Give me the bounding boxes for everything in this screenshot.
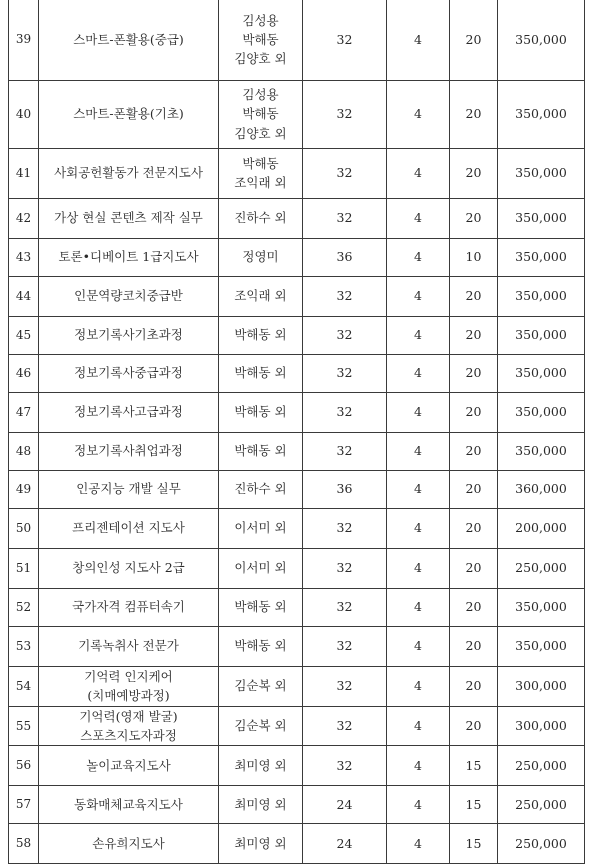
table-row xyxy=(9,80,585,148)
instructor-name: 김성용 xyxy=(242,12,279,28)
hours-cell: 32 xyxy=(303,588,387,626)
weeks-cell: 4 xyxy=(387,706,450,746)
weeks-cell: 4 xyxy=(387,666,450,706)
fee-cell: 350,000 xyxy=(498,198,585,238)
capacity-cell: 20 xyxy=(450,80,498,148)
table-row xyxy=(9,432,585,470)
weeks-cell: 4 xyxy=(387,316,450,354)
table-row xyxy=(9,588,585,626)
weeks-cell: 4 xyxy=(387,824,450,864)
instructor-name: 박해동 외 xyxy=(234,365,287,381)
course-name-line: 정보기록사기초과정 xyxy=(74,327,183,343)
fee-cell: 350,000 xyxy=(498,354,585,392)
table-row xyxy=(9,746,585,786)
instructor-cell xyxy=(219,354,303,392)
table-row xyxy=(9,666,585,706)
course-name-line: 손유희지도사 xyxy=(92,836,165,852)
instructor-name: 김순복 외 xyxy=(234,678,287,694)
hours-cell: 32 xyxy=(303,706,387,746)
course-name-line: 사회공헌활동가 전문지도사 xyxy=(54,165,203,181)
instructor-name: 김양호 외 xyxy=(234,51,287,67)
course-name-line: 창의인성 지도사 2급 xyxy=(72,560,185,576)
instructor-cell xyxy=(219,392,303,432)
capacity-cell: 20 xyxy=(450,354,498,392)
row-number-cell: 47 xyxy=(9,392,39,432)
instructor-cell xyxy=(219,276,303,316)
hours-cell: 32 xyxy=(303,392,387,432)
capacity-cell: 20 xyxy=(450,706,498,746)
course-name-line: 프리젠테이션 지도사 xyxy=(72,520,185,536)
course-name-line: 놀이교육지도사 xyxy=(86,758,171,774)
instructor-cell xyxy=(219,588,303,626)
row-number-cell: 42 xyxy=(9,198,39,238)
capacity-cell: 20 xyxy=(450,548,498,588)
course-name-line: 기억력(영재 발굴) xyxy=(79,708,178,724)
course-name-cell xyxy=(39,432,219,470)
hours-cell: 32 xyxy=(303,626,387,666)
capacity-cell: 20 xyxy=(450,148,498,198)
hours-cell: 32 xyxy=(303,666,387,706)
row-number-cell: 53 xyxy=(9,626,39,666)
capacity-cell: 15 xyxy=(450,786,498,824)
table-row xyxy=(9,0,585,80)
weeks-cell: 4 xyxy=(387,508,450,548)
instructor-name: 박해동 외 xyxy=(234,599,287,615)
course-name-cell xyxy=(39,824,219,864)
fee-cell: 350,000 xyxy=(498,626,585,666)
weeks-cell: 4 xyxy=(387,548,450,588)
weeks-cell: 4 xyxy=(387,198,450,238)
instructor-name: 조익래 외 xyxy=(234,288,287,304)
fee-cell: 350,000 xyxy=(498,238,585,276)
course-name-cell xyxy=(39,198,219,238)
course-name-cell xyxy=(39,746,219,786)
course-name-cell xyxy=(39,470,219,508)
hours-cell: 32 xyxy=(303,316,387,354)
instructor-cell xyxy=(219,238,303,276)
hours-cell: 24 xyxy=(303,786,387,824)
weeks-cell: 4 xyxy=(387,392,450,432)
fee-cell: 350,000 xyxy=(498,148,585,198)
instructor-cell xyxy=(219,198,303,238)
fee-cell: 300,000 xyxy=(498,666,585,706)
course-name-line: 가상 현실 콘텐츠 제작 실무 xyxy=(54,210,203,226)
capacity-cell: 20 xyxy=(450,276,498,316)
course-name-cell xyxy=(39,508,219,548)
hours-cell: 32 xyxy=(303,198,387,238)
course-name-line: 기록녹취사 전문가 xyxy=(78,638,179,654)
capacity-cell: 20 xyxy=(450,392,498,432)
row-number-cell: 41 xyxy=(9,148,39,198)
course-name-line: 정보기록사중급과정 xyxy=(74,365,183,381)
instructor-name: 최미영 외 xyxy=(234,797,287,813)
capacity-cell: 20 xyxy=(450,666,498,706)
hours-cell: 24 xyxy=(303,824,387,864)
instructor-cell xyxy=(219,824,303,864)
course-name-line: 스포츠지도자과정 xyxy=(80,727,177,743)
row-number-cell: 46 xyxy=(9,354,39,392)
fee-cell: 360,000 xyxy=(498,470,585,508)
row-number-cell: 58 xyxy=(9,824,39,864)
capacity-cell: 20 xyxy=(450,626,498,666)
instructor-name: 박해동 xyxy=(242,106,279,122)
fee-cell: 350,000 xyxy=(498,392,585,432)
hours-cell: 32 xyxy=(303,80,387,148)
instructor-cell xyxy=(219,80,303,148)
instructor-name: 박해동 외 xyxy=(234,327,287,343)
course-name-cell xyxy=(39,238,219,276)
instructor-name: 최미영 외 xyxy=(234,758,287,774)
instructor-name: 박해동 xyxy=(242,32,279,48)
course-name-cell xyxy=(39,80,219,148)
course-name-cell xyxy=(39,148,219,198)
course-name-cell xyxy=(39,392,219,432)
table-row xyxy=(9,824,585,864)
instructor-cell xyxy=(219,148,303,198)
instructor-cell xyxy=(219,746,303,786)
weeks-cell: 4 xyxy=(387,588,450,626)
instructor-cell xyxy=(219,0,303,80)
course-name-line: 정보기록사취업과정 xyxy=(74,443,183,459)
instructor-name: 김순복 외 xyxy=(234,718,287,734)
fee-cell: 350,000 xyxy=(498,276,585,316)
course-name-line: 인문역량코치중급반 xyxy=(74,288,183,304)
course-name-line: 동화매체교육지도사 xyxy=(74,797,183,813)
hours-cell: 32 xyxy=(303,148,387,198)
instructor-cell xyxy=(219,548,303,588)
instructor-cell xyxy=(219,432,303,470)
course-name-cell xyxy=(39,316,219,354)
row-number-cell: 51 xyxy=(9,548,39,588)
capacity-cell: 15 xyxy=(450,824,498,864)
instructor-name: 정영미 xyxy=(242,249,279,265)
row-number-cell: 45 xyxy=(9,316,39,354)
instructor-name: 이서미 외 xyxy=(234,560,287,576)
hours-cell: 32 xyxy=(303,432,387,470)
row-number-cell: 39 xyxy=(9,0,39,80)
fee-cell: 350,000 xyxy=(498,588,585,626)
capacity-cell: 20 xyxy=(450,470,498,508)
instructor-cell xyxy=(219,508,303,548)
weeks-cell: 4 xyxy=(387,626,450,666)
table-row xyxy=(9,392,585,432)
course-name-line: 스마트-폰활용(기초) xyxy=(73,106,184,122)
fee-cell: 200,000 xyxy=(498,508,585,548)
instructor-name: 이서미 외 xyxy=(234,520,287,536)
course-name-cell xyxy=(39,706,219,746)
weeks-cell: 4 xyxy=(387,354,450,392)
course-name-cell xyxy=(39,276,219,316)
course-name-cell xyxy=(39,666,219,706)
table-row xyxy=(9,626,585,666)
weeks-cell: 4 xyxy=(387,0,450,80)
fee-cell: 250,000 xyxy=(498,824,585,864)
row-number-cell: 57 xyxy=(9,786,39,824)
instructor-name: 박해동 외 xyxy=(234,404,287,420)
row-number-cell: 48 xyxy=(9,432,39,470)
instructor-name: 박해동 xyxy=(242,155,279,171)
instructor-name: 김양호 외 xyxy=(234,125,287,141)
course-table-body xyxy=(9,0,585,864)
weeks-cell: 4 xyxy=(387,276,450,316)
course-name-cell xyxy=(39,354,219,392)
hours-cell: 32 xyxy=(303,746,387,786)
table-row xyxy=(9,354,585,392)
hours-cell: 32 xyxy=(303,0,387,80)
weeks-cell: 4 xyxy=(387,432,450,470)
instructor-name: 진하수 외 xyxy=(234,481,287,497)
course-name-cell xyxy=(39,786,219,824)
course-name-cell xyxy=(39,588,219,626)
fee-cell: 300,000 xyxy=(498,706,585,746)
row-number-cell: 49 xyxy=(9,470,39,508)
fee-cell: 350,000 xyxy=(498,316,585,354)
table-row xyxy=(9,548,585,588)
instructor-cell xyxy=(219,316,303,354)
course-name-cell xyxy=(39,0,219,80)
course-name-line: 토론•디베이트 1급지도사 xyxy=(58,249,199,265)
fee-cell: 350,000 xyxy=(498,432,585,470)
fee-cell: 250,000 xyxy=(498,746,585,786)
fee-cell: 350,000 xyxy=(498,80,585,148)
capacity-cell: 20 xyxy=(450,0,498,80)
weeks-cell: 4 xyxy=(387,80,450,148)
table-row xyxy=(9,148,585,198)
hours-cell: 32 xyxy=(303,508,387,548)
capacity-cell: 20 xyxy=(450,316,498,354)
row-number-cell: 40 xyxy=(9,80,39,148)
capacity-cell: 20 xyxy=(450,432,498,470)
instructor-cell xyxy=(219,786,303,824)
capacity-cell: 20 xyxy=(450,508,498,548)
weeks-cell: 4 xyxy=(387,746,450,786)
instructor-name: 박해동 외 xyxy=(234,638,287,654)
course-name-line: 인공지능 개발 실무 xyxy=(76,481,181,497)
capacity-cell: 15 xyxy=(450,746,498,786)
instructor-name: 박해동 외 xyxy=(234,443,287,459)
weeks-cell: 4 xyxy=(387,470,450,508)
instructor-cell xyxy=(219,626,303,666)
weeks-cell: 4 xyxy=(387,148,450,198)
instructor-name: 진하수 외 xyxy=(234,210,287,226)
fee-cell: 250,000 xyxy=(498,548,585,588)
row-number-cell: 43 xyxy=(9,238,39,276)
row-number-cell: 54 xyxy=(9,666,39,706)
course-name-cell xyxy=(39,548,219,588)
capacity-cell: 10 xyxy=(450,238,498,276)
table-row xyxy=(9,198,585,238)
hours-cell: 36 xyxy=(303,238,387,276)
instructor-name: 김성용 xyxy=(242,86,279,102)
instructor-cell xyxy=(219,470,303,508)
hours-cell: 32 xyxy=(303,276,387,316)
instructor-name: 조익래 외 xyxy=(234,175,287,190)
table-row xyxy=(9,706,585,746)
fee-cell: 250,000 xyxy=(498,786,585,824)
table-row xyxy=(9,316,585,354)
course-name-line: 기억력 인지케어 xyxy=(84,668,173,684)
table-row xyxy=(9,786,585,824)
hours-cell: 36 xyxy=(303,470,387,508)
hours-cell: 32 xyxy=(303,354,387,392)
course-name-line: (치매예방과정) xyxy=(87,688,170,703)
fee-cell: 350,000 xyxy=(498,0,585,80)
table-row xyxy=(9,508,585,548)
row-number-cell: 55 xyxy=(9,706,39,746)
course-name-line: 스마트-폰활용(중급) xyxy=(73,32,184,48)
capacity-cell: 20 xyxy=(450,198,498,238)
weeks-cell: 4 xyxy=(387,786,450,824)
table-row xyxy=(9,470,585,508)
table-row xyxy=(9,238,585,276)
row-number-cell: 52 xyxy=(9,588,39,626)
weeks-cell: 4 xyxy=(387,238,450,276)
course-table xyxy=(8,0,585,864)
row-number-cell: 56 xyxy=(9,746,39,786)
capacity-cell: 20 xyxy=(450,588,498,626)
instructor-cell xyxy=(219,666,303,706)
instructor-cell xyxy=(219,706,303,746)
course-name-line: 정보기록사고급과정 xyxy=(74,404,183,420)
row-number-cell: 50 xyxy=(9,508,39,548)
table-row xyxy=(9,276,585,316)
hours-cell: 32 xyxy=(303,548,387,588)
row-number-cell: 44 xyxy=(9,276,39,316)
course-name-line: 국가자격 컴퓨터속기 xyxy=(72,599,185,615)
course-name-cell xyxy=(39,626,219,666)
instructor-name: 최미영 외 xyxy=(234,836,287,852)
